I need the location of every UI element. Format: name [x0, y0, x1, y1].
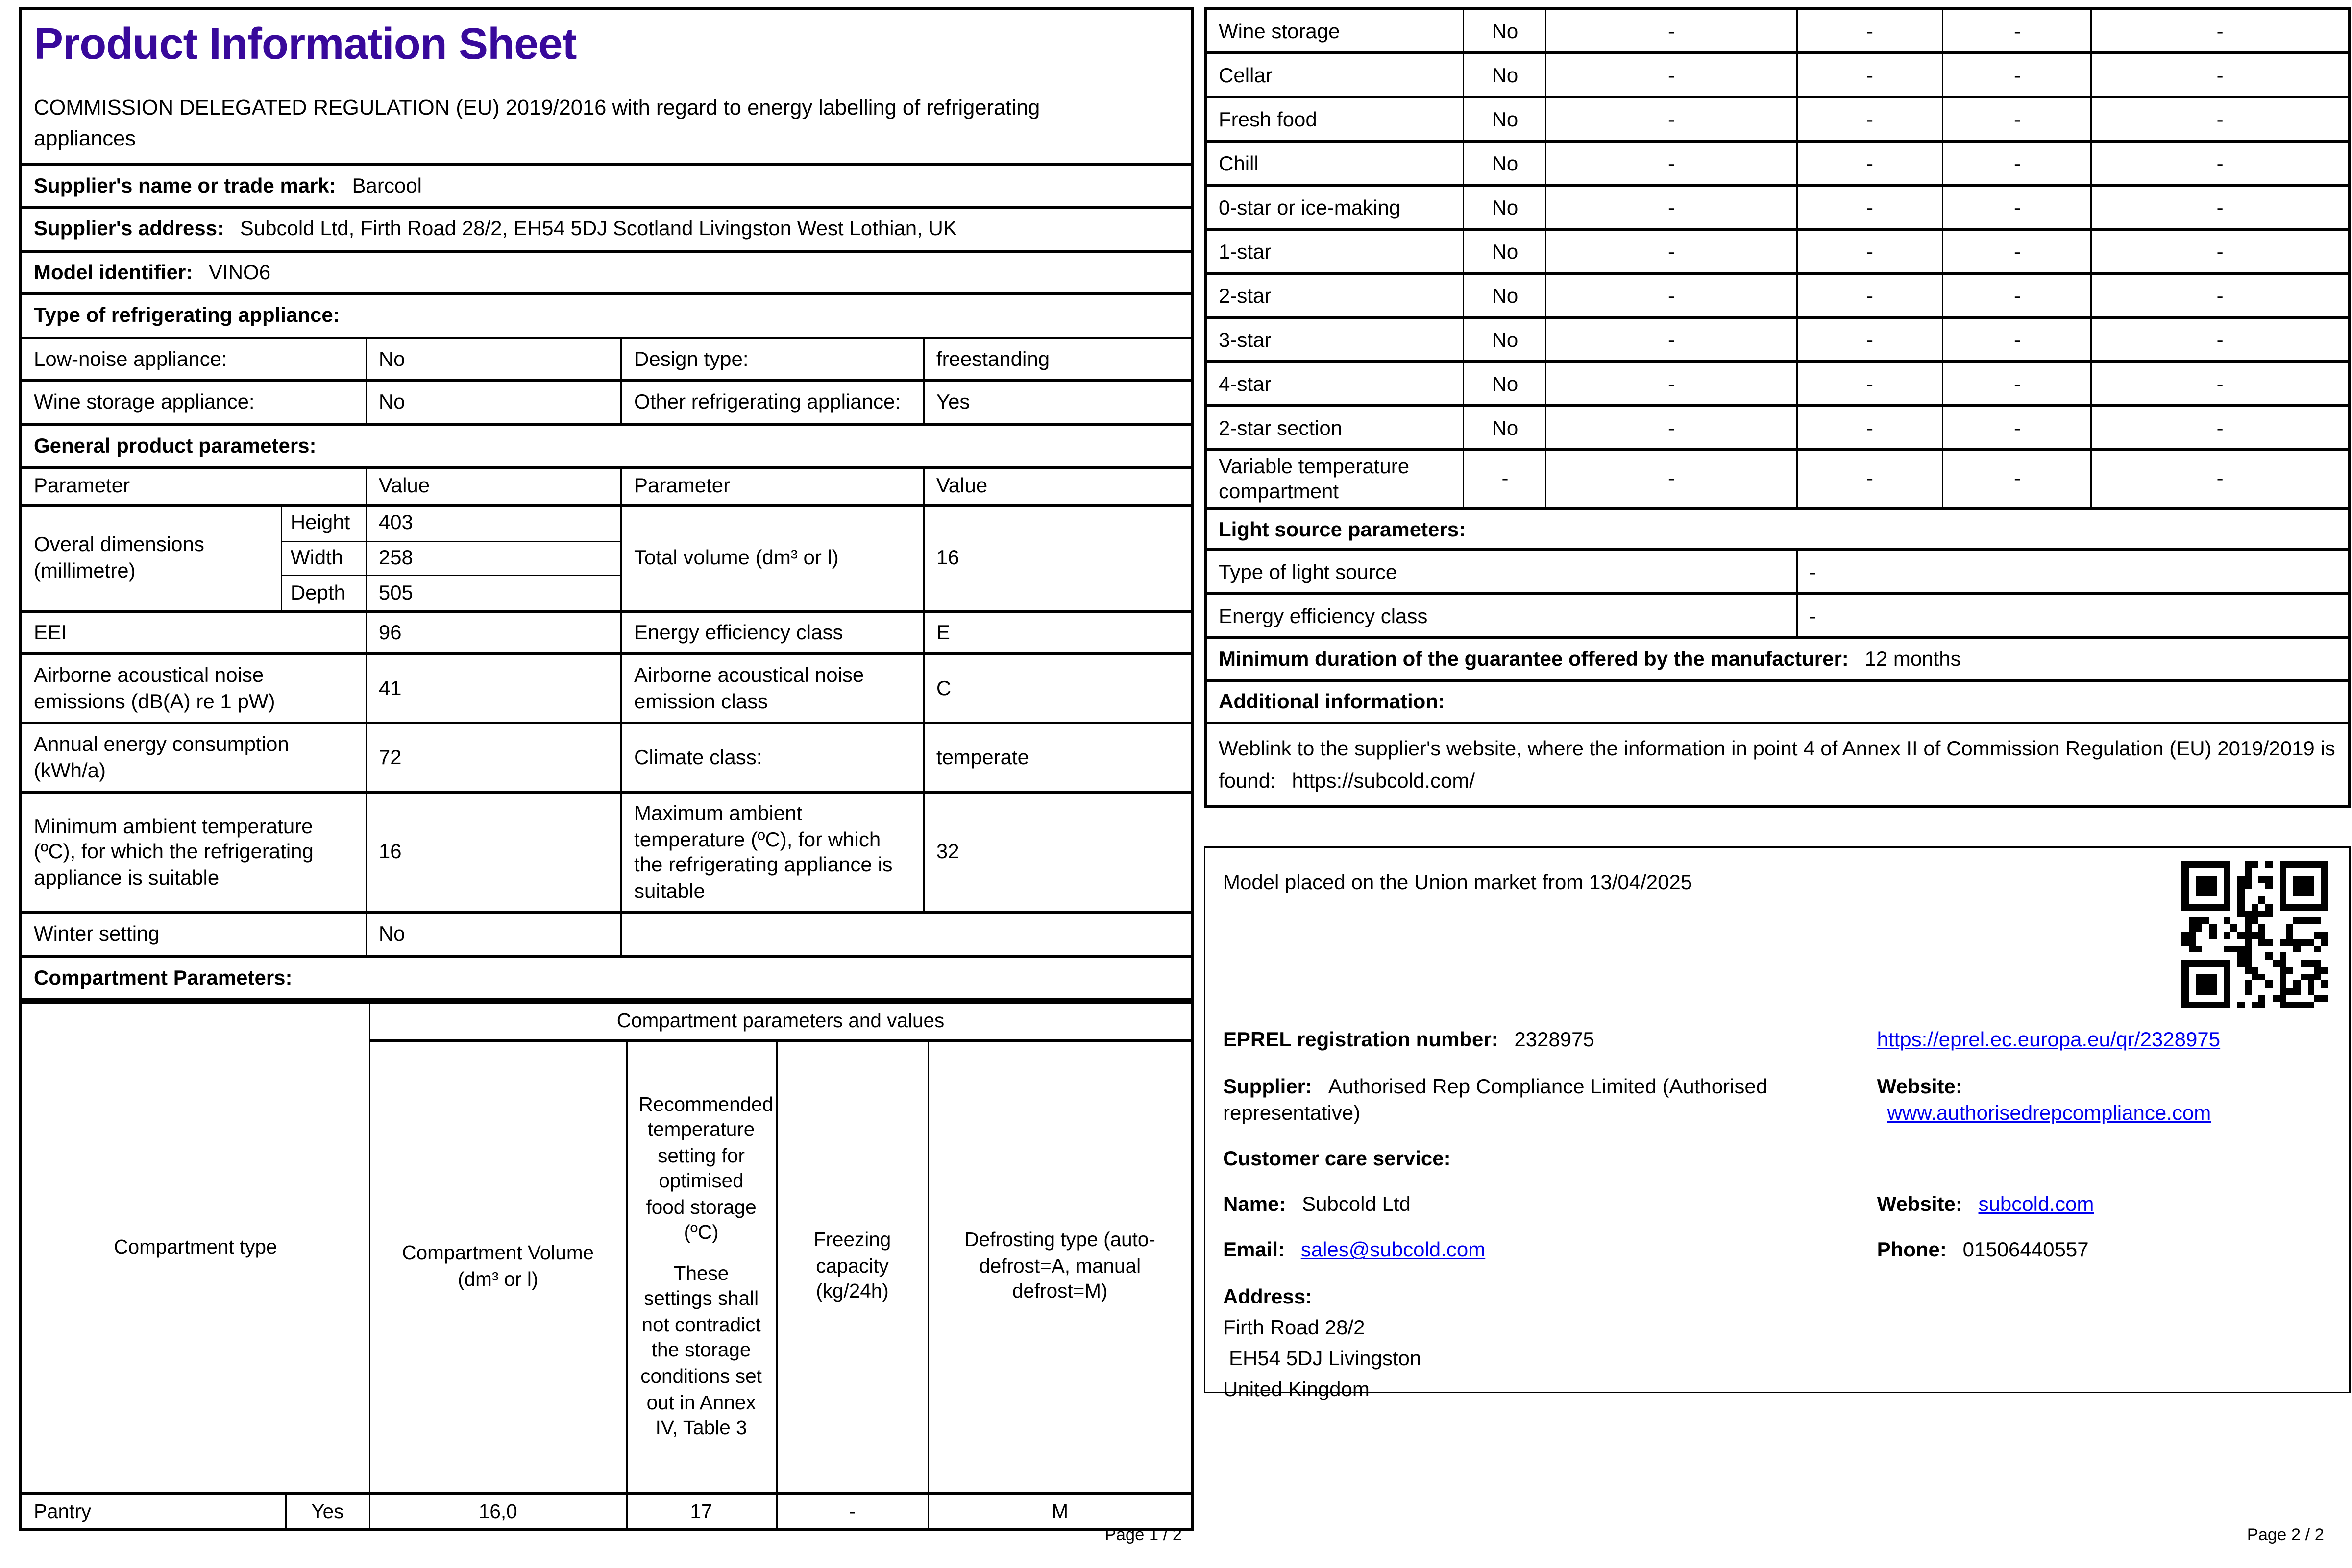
other-appliance-label: Other refrigerating appliance:	[622, 381, 924, 424]
light-source-type-value: -	[1797, 550, 2349, 594]
eprel-number: 2328975	[1514, 1028, 1594, 1052]
compartment-value: -	[1797, 141, 1943, 185]
light-energy-class-row	[1205, 594, 2349, 638]
low-noise-label: Low-noise appliance:	[21, 338, 366, 381]
pantry-label: Pantry	[21, 1493, 285, 1530]
compartment-type-label: Fresh food	[1205, 97, 1464, 141]
low-noise-value: No	[366, 338, 621, 381]
freezing-capacity-header: Freezing capacity (kg/24h)	[776, 1040, 929, 1493]
dimension-depth-value: 505	[367, 575, 621, 609]
compartment-value: -	[1943, 97, 2091, 141]
page2-footer: Page 2 / 2	[2247, 1527, 2324, 1544]
customer-address-block	[1223, 1282, 2331, 1405]
guarantee-label: Minimum duration of the guarantee offered by the manufacturer:	[1219, 647, 1849, 671]
compartment-value: -	[1797, 317, 1943, 362]
pantry-freezing-capacity: -	[776, 1493, 929, 1530]
pantry-defrost-type: M	[929, 1493, 1192, 1530]
type-section-row	[21, 294, 1192, 338]
address-line-2: EH54 5DJ Livingston	[1229, 1347, 1421, 1371]
compartment-value: -	[1943, 185, 2091, 229]
compartment-value: -	[1943, 362, 2091, 406]
total-volume-value: 16	[924, 505, 1192, 611]
supplier-value: Authorised Rep Compliance Limited (Authorised representative)	[1223, 1073, 1768, 1124]
title-row	[21, 9, 1192, 164]
energy-class-label: Energy efficiency class	[622, 611, 924, 654]
max-ambient-value: 32	[924, 792, 1192, 913]
supplier-address-label: Supplier's address:	[34, 216, 224, 240]
compartment-value: -	[2092, 317, 2349, 362]
type-section-label: Type of refrigerating appliance:	[21, 294, 1192, 338]
compartment-value: -	[1464, 450, 1546, 508]
compartment-value: No	[1464, 362, 1546, 406]
compartment-row	[1205, 53, 2349, 97]
customer-email-link[interactable]: sales@subcold.com	[1300, 1237, 1486, 1261]
customer-website-label: Website:	[1877, 1192, 1962, 1216]
recommended-temperature-header: Recommended temperature setting for optimised food storage (ºC)	[638, 1092, 774, 1244]
type-row-low-noise	[21, 338, 1192, 381]
compartment-type-label: Chill	[1205, 141, 1464, 185]
compartment-value: -	[2092, 97, 2349, 141]
compartment-row	[1205, 229, 2349, 273]
design-type-label: Design type:	[622, 338, 924, 381]
wine-storage-value: No	[366, 381, 621, 424]
compartment-row	[1205, 362, 2349, 406]
compartment-value: No	[1464, 9, 1546, 53]
compartment-row	[1205, 97, 2349, 141]
compartment-row	[1205, 141, 2349, 185]
light-source-type-label: Type of light source	[1205, 550, 1797, 594]
compartment-type-label: 1-star	[1205, 229, 1464, 273]
compartment-value: -	[1797, 9, 1943, 53]
compartment-value: No	[1464, 229, 1546, 273]
compartment-type-label: 2-star section	[1205, 406, 1464, 450]
model-identifier-row	[21, 251, 1192, 294]
additional-info-label: Additional information:	[1205, 681, 2349, 723]
dimension-depth-label: Depth	[280, 575, 366, 609]
compartment-row	[1205, 450, 2349, 508]
min-ambient-label: Minimum ambient temperature (ºC), for which the refrigerating appliance is suitable	[21, 792, 366, 913]
supplier-address-row	[21, 207, 1192, 251]
compartment-value: -	[1546, 185, 1796, 229]
compartment-value: -	[1943, 53, 2091, 97]
guarantee-value: 12 months	[1864, 647, 1961, 671]
eei-row	[21, 611, 1192, 654]
compartment-value: -	[1943, 317, 2091, 362]
col-header-parameter2: Parameter	[622, 467, 924, 505]
compartment-row	[1205, 9, 2349, 53]
compartment-type-label: Wine storage	[1205, 9, 1464, 53]
weblink-text: Weblink to the supplier's website, where the information in point 4 of Annex II of Commission Regulation (EU) 2019/2019 is found:	[1219, 736, 2335, 792]
customer-name-row	[1223, 1190, 2331, 1217]
eprel-label: EPREL registration number:	[1223, 1028, 1498, 1052]
compartment-value: -	[2092, 406, 2349, 450]
compartment-value: -	[2092, 362, 2349, 406]
supplier-name-row	[21, 164, 1192, 208]
compartment-value: No	[1464, 185, 1546, 229]
dimension-width-value: 258	[367, 541, 621, 575]
customer-phone-label: Phone:	[1877, 1237, 1947, 1261]
page-2	[1204, 7, 2351, 1550]
compartment-value: -	[1797, 362, 1943, 406]
customer-email-label: Email:	[1223, 1237, 1285, 1261]
compartment-value: -	[1797, 273, 1943, 317]
noise-label: Airborne acoustical noise emissions (dB(A) re 1 pW)	[21, 654, 366, 723]
winter-setting-value: No	[366, 913, 621, 956]
compartment-value: No	[1464, 97, 1546, 141]
supplier-address-value: Subcold Ltd, Firth Road 28/2, EH54 5DJ Scotland Livingston West Lothian, UK	[240, 216, 957, 240]
general-section-label: General product parameters:	[21, 424, 1192, 468]
compartment-value: -	[2092, 273, 2349, 317]
regulation-subtitle: COMMISSION DELEGATED REGULATION (EU) 2019/2016 with regard to energy labelling of refrigerating appliances	[34, 96, 1040, 151]
compartment-value: -	[1797, 53, 1943, 97]
general-section-row	[21, 424, 1192, 468]
customer-name-value: Subcold Ltd	[1302, 1192, 1411, 1216]
pantry-volume: 16,0	[369, 1493, 626, 1530]
compartment-row	[1205, 185, 2349, 229]
compartment-value: -	[1546, 229, 1796, 273]
compartment-value: -	[1943, 406, 2091, 450]
light-energy-class-label: Energy efficiency class	[1205, 594, 1797, 638]
supplier-website-label: Website:	[1877, 1073, 1962, 1097]
dimensions-row	[21, 505, 1192, 611]
compartment-value: -	[2092, 53, 2349, 97]
noise-class-value: C	[924, 654, 1192, 723]
noise-value: 41	[366, 654, 621, 723]
light-energy-class-value: -	[1797, 594, 2349, 638]
compartment-row-pantry	[21, 1493, 1192, 1530]
min-ambient-value: 16	[366, 792, 621, 913]
compartment-value: -	[1797, 229, 1943, 273]
eei-label: EEI	[21, 611, 366, 654]
compartment-type-label: Variable temperature compartment	[1205, 450, 1464, 508]
page-title: Product Information Sheet	[34, 21, 577, 69]
recommended-temperature-note: These settings shall not contradict the storage conditions set out in Annex IV, Table 3	[640, 1262, 762, 1439]
guarantee-row	[1205, 638, 2349, 680]
compartment-value: No	[1464, 53, 1546, 97]
supplier-name-value: Barcool	[352, 172, 422, 196]
energy-consumption-value: 72	[366, 723, 621, 792]
compartment-value: -	[1943, 141, 2091, 185]
compartment-table	[19, 1001, 1194, 1531]
compartment-value: -	[1797, 406, 1943, 450]
ambient-temperature-row	[21, 792, 1192, 913]
eei-value: 96	[366, 611, 621, 654]
supplier-website-link[interactable]: www.authorisedrepcompliance.com	[1887, 1100, 2211, 1124]
model-identifier-label: Model identifier:	[34, 259, 193, 283]
compartment-value: -	[1546, 97, 1796, 141]
pantry-present: Yes	[285, 1493, 369, 1530]
compartment-section-row	[21, 956, 1192, 1000]
compartment-value: -	[1546, 406, 1796, 450]
page-1	[19, 7, 1194, 1550]
compartment-type-label: 0-star or ice-making	[1205, 185, 1464, 229]
compartment-type-label: Cellar	[1205, 53, 1464, 97]
winter-setting-label: Winter setting	[21, 913, 366, 956]
climate-class-label: Climate class:	[622, 723, 924, 792]
compartment-row	[1205, 317, 2349, 362]
qr-code	[2181, 862, 2328, 1009]
compartment-value: -	[2092, 9, 2349, 53]
compartment-section-label: Compartment Parameters:	[21, 956, 1192, 1000]
address-line-3: United Kingdom	[1223, 1377, 1370, 1401]
compartment-value: -	[1546, 317, 1796, 362]
eprel-link[interactable]: https://eprel.ec.europa.eu/qr/2328975	[1877, 1028, 2221, 1052]
compartment-group-header: Compartment parameters and values	[369, 1002, 1192, 1040]
address-label: Address:	[1223, 1285, 1313, 1309]
dimension-height-label: Height	[280, 507, 366, 541]
design-type-value: freestanding	[924, 338, 1192, 381]
pantry-recommended-temp: 17	[626, 1493, 776, 1530]
light-source-section-row	[1205, 508, 2349, 550]
customer-website-link[interactable]: subcold.com	[1978, 1192, 2094, 1216]
compartment-value: -	[1546, 53, 1796, 97]
noise-row	[21, 654, 1192, 723]
col-header-value2: Value	[924, 467, 1192, 505]
page2-main-table	[1204, 7, 2351, 809]
compartment-group-header-row	[21, 1002, 1192, 1040]
compartment-value: -	[1546, 450, 1796, 508]
additional-info-row	[1205, 681, 2349, 723]
compartment-value: -	[1546, 273, 1796, 317]
energy-consumption-label: Annual energy consumption (kWh/a)	[21, 723, 366, 792]
eprel-info-box	[1204, 847, 2351, 1401]
eprel-row	[1223, 1026, 2331, 1053]
noise-class-label: Airborne acoustical noise emission class	[622, 654, 924, 723]
model-identifier-value: VINO6	[209, 259, 271, 283]
address-line-1: Firth Road 28/2	[1223, 1316, 1365, 1340]
energy-consumption-row	[21, 723, 1192, 792]
col-header-value: Value	[366, 467, 621, 505]
compartment-value: -	[2092, 229, 2349, 273]
customer-contact-row	[1223, 1236, 2331, 1263]
compartment-value: -	[1943, 273, 2091, 317]
compartment-value: -	[2092, 141, 2349, 185]
customer-phone-value: 01506440557	[1962, 1237, 2089, 1261]
compartment-type-header: Compartment type	[21, 1002, 369, 1493]
compartment-volume-header: Compartment Volume (dm³ or l)	[369, 1040, 626, 1493]
supplier-label: Supplier:	[1223, 1073, 1313, 1097]
market-placement-text: Model placed on the Union market from 13/04/2025	[1223, 870, 1692, 894]
general-header-row	[21, 467, 1192, 505]
compartment-value: No	[1464, 141, 1546, 185]
compartment-value: -	[1546, 141, 1796, 185]
customer-care-label: Customer care service:	[1223, 1146, 1451, 1170]
winter-setting-row	[21, 913, 1192, 956]
compartment-value: -	[1797, 185, 1943, 229]
compartment-value: -	[1797, 450, 1943, 508]
weblink-url: https://subcold.com/	[1292, 768, 1475, 792]
climate-class-value: temperate	[924, 723, 1192, 792]
other-appliance-value: Yes	[924, 381, 1192, 424]
customer-name-label: Name:	[1223, 1192, 1286, 1216]
compartment-value: No	[1464, 406, 1546, 450]
compartment-row	[1205, 406, 2349, 450]
compartment-type-label: 3-star	[1205, 317, 1464, 362]
compartment-type-label: 4-star	[1205, 362, 1464, 406]
page1-main-table	[19, 7, 1194, 1001]
compartment-value: No	[1464, 317, 1546, 362]
compartment-value: -	[1546, 362, 1796, 406]
max-ambient-label: Maximum ambient temperature (ºC), for which the refrigerating appliance is suitable	[622, 792, 924, 913]
dimensions-label: Overal dimensions (millimetre)	[34, 532, 204, 581]
col-header-parameter: Parameter	[21, 467, 366, 505]
compartment-value: -	[1797, 97, 1943, 141]
compartment-value: -	[2092, 450, 2349, 508]
energy-class-value: E	[924, 611, 1192, 654]
compartment-value: -	[2092, 185, 2349, 229]
type-row-wine-storage	[21, 381, 1192, 424]
defrosting-type-header: Defrosting type (auto-defrost=A, manual defrost=M)	[929, 1040, 1192, 1493]
compartment-value: -	[1943, 450, 2091, 508]
compartment-value: No	[1464, 273, 1546, 317]
compartment-value: -	[1943, 229, 2091, 273]
page1-footer: Page 1 / 2	[1104, 1527, 1182, 1544]
compartment-value: -	[1943, 9, 2091, 53]
total-volume-label: Total volume (dm³ or l)	[622, 505, 924, 611]
light-source-section-label: Light source parameters:	[1205, 508, 2349, 550]
supplier-row	[1223, 1072, 2331, 1126]
light-source-type-row	[1205, 550, 2349, 594]
compartment-value: -	[1546, 9, 1796, 53]
wine-storage-label: Wine storage appliance:	[21, 381, 366, 424]
supplier-name-label: Supplier's name or trade mark:	[34, 172, 336, 196]
dimension-height-value: 403	[378, 510, 413, 534]
dimension-width-label: Width	[280, 541, 366, 575]
compartment-row	[1205, 273, 2349, 317]
compartment-type-label: 2-star	[1205, 273, 1464, 317]
weblink-row	[1205, 723, 2349, 807]
